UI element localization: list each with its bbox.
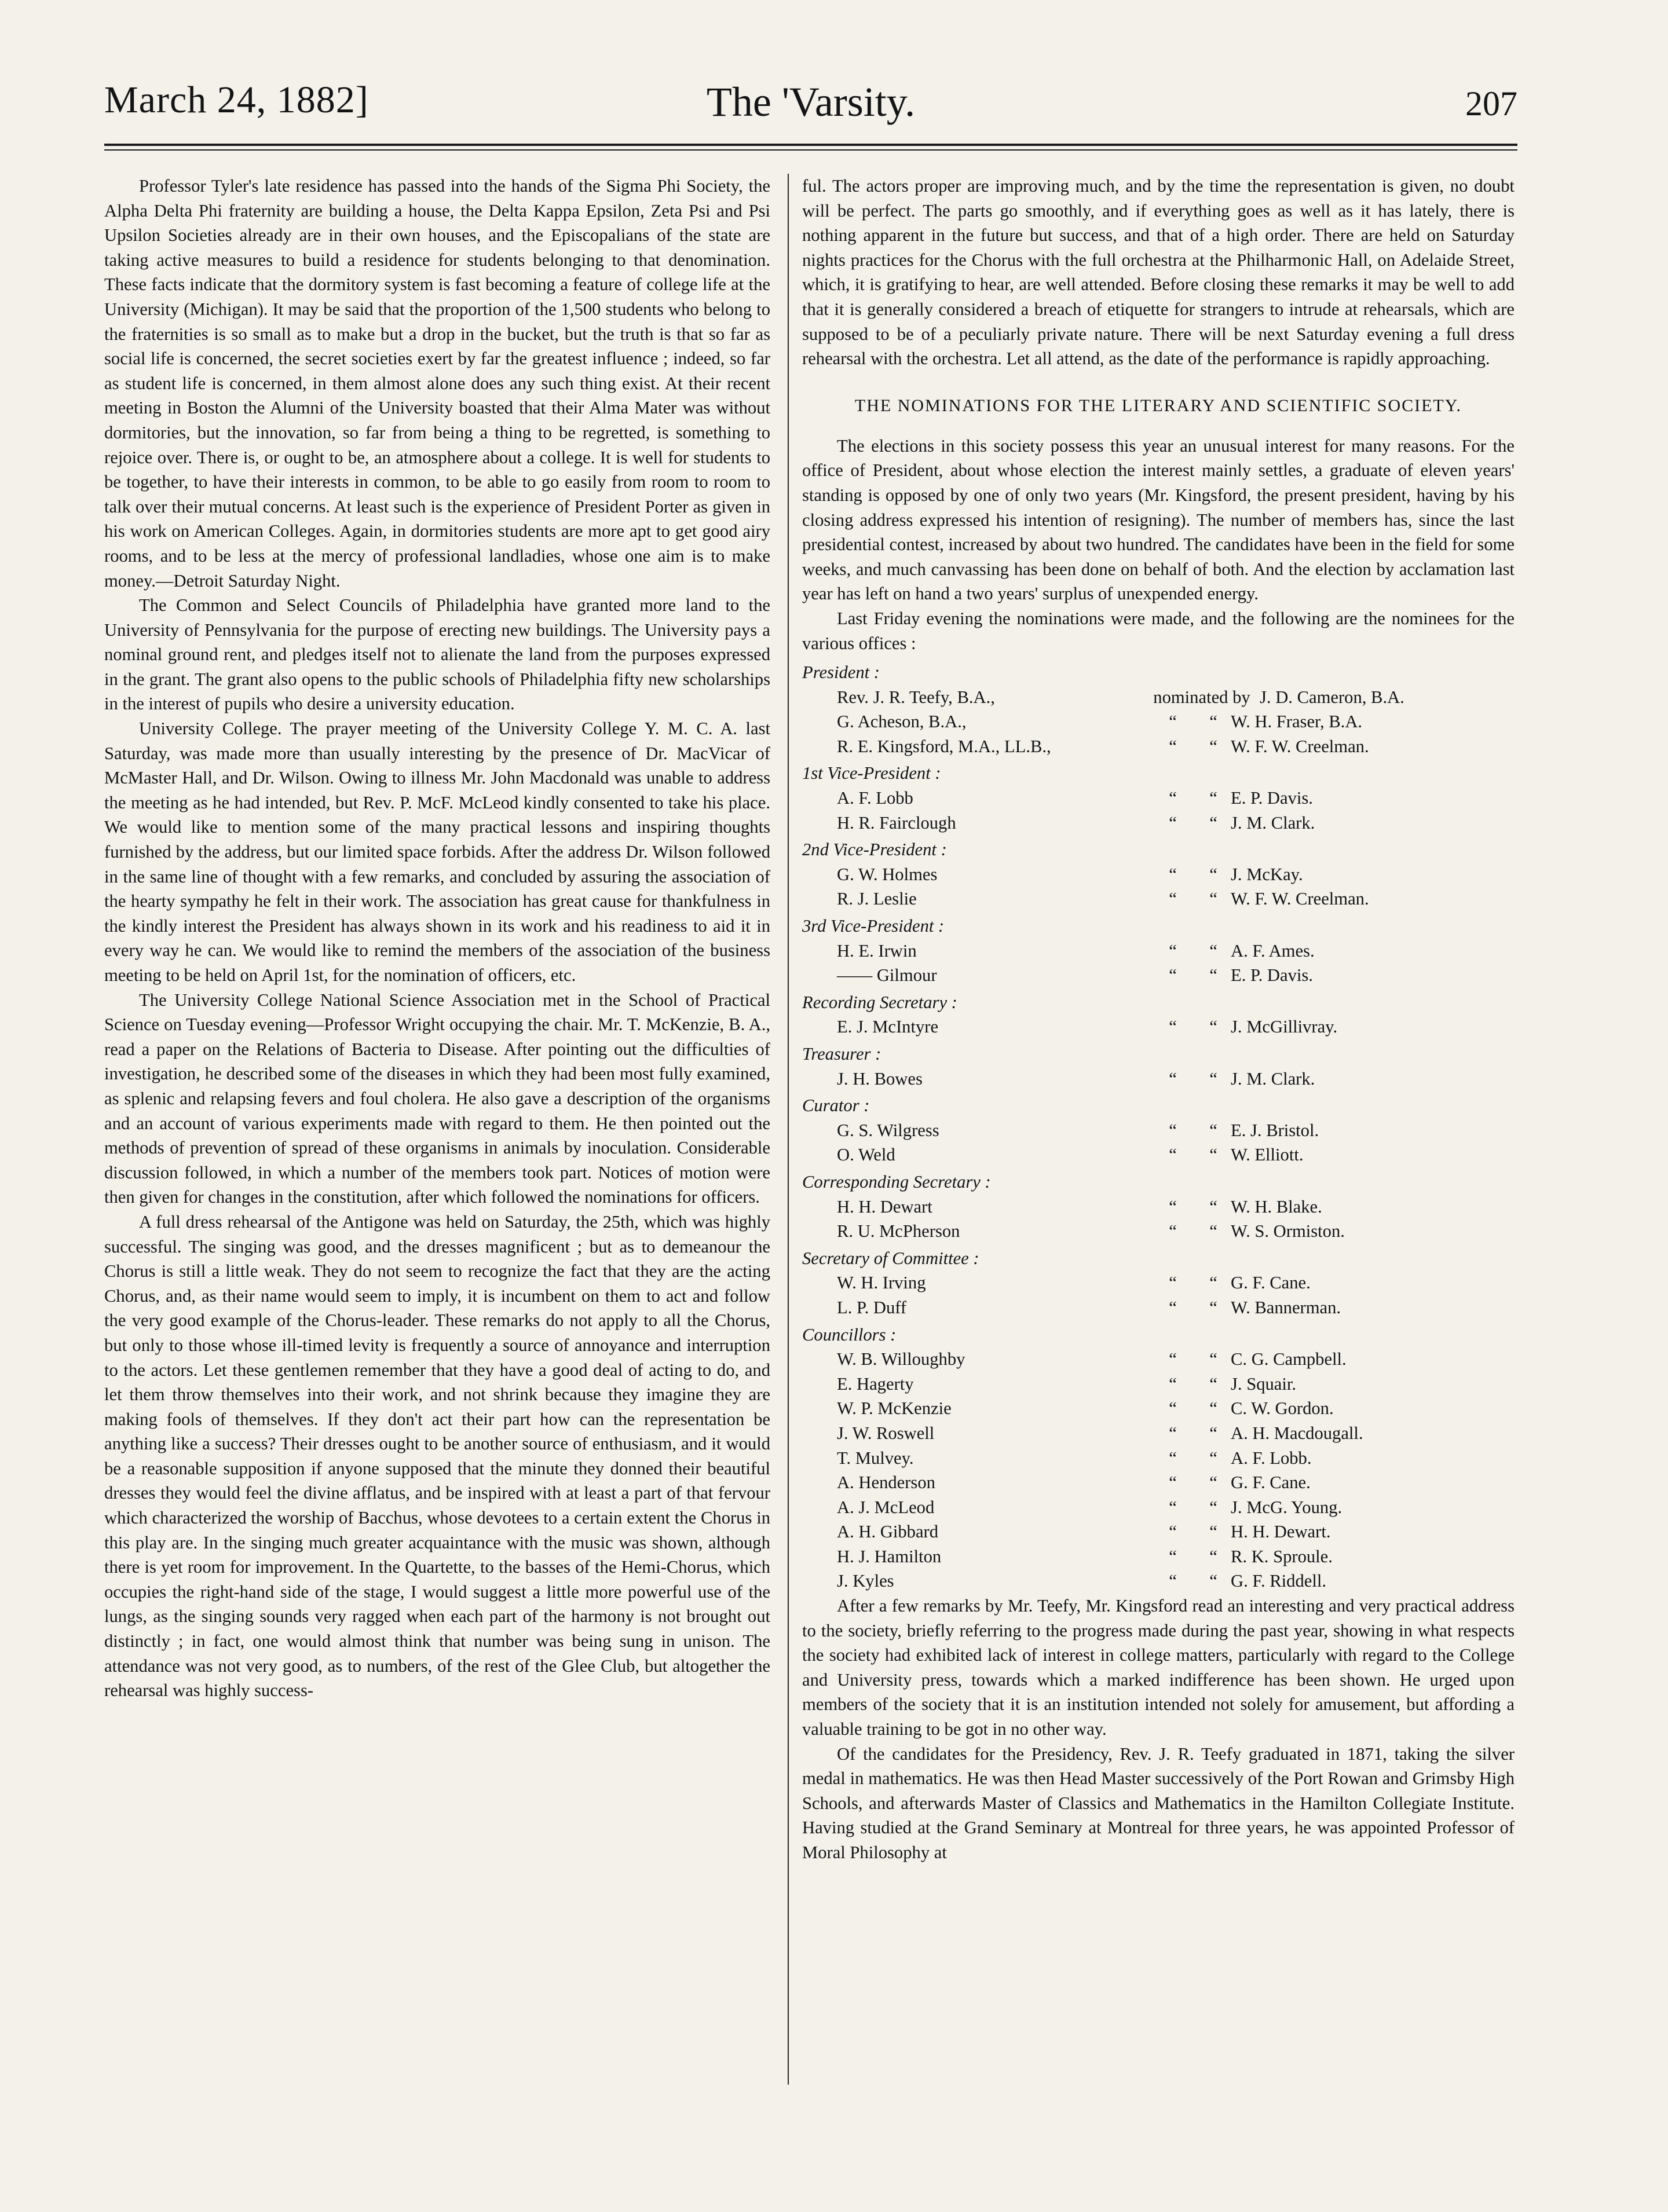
article-paragraph: After a few remarks by Mr. Teefy, Mr. Kingsford read an interesting and very practical address to the society, briefly referring to the progress made during the past year, showing in what respects the society had exhibited lack of interest in college matters, particularly with regard to the College and University press, towards which a marked indifference has been shown. He urged upon members of the society that it is an institution intended not solely for amusement, but affording a valuable training to be got in no other way. [802, 1596, 1515, 1739]
nominee-row [802, 1295, 1515, 1320]
nominee-row [802, 1347, 1515, 1372]
nominator-name: G. F. Cane. [1231, 1473, 1311, 1493]
nominator-name: C. W. Gordon. [1231, 1398, 1334, 1419]
nominee-row [802, 1470, 1515, 1495]
nominator-name: G. F. Cane. [1231, 1273, 1311, 1293]
nominee-name: J. Kyles [837, 1571, 894, 1591]
article-paragraph: The University College National Science Association met in the School of Practical Science on Tuesday evening—Professor Wright occupying the chair. Mr. T. McKenzie, B. A., read a paper on the Relations of Bacteria to Disease. After pointing out the difficulties of investigation, he described some of the diseases in which they had been most fully examined, as splenic and relapsing fevers and foul cholera. He also gave a description of the organisms and an account of various experiments made with regard to them. He then pointed out the methods of prevention of spread of these organisms in animals by inoculation. Considerable discussion followed, in which a number of the members took part. Notices of motion were then given for changes in the constitution, after which followed the nominations for officers. [104, 990, 770, 1207]
office-label: Recording Secretary : [802, 992, 957, 1012]
nominee-name: G. W. Holmes [837, 864, 938, 884]
office-label: 2nd Vice-President : [802, 840, 947, 860]
nominator-name: E. J. Bristol. [1231, 1120, 1319, 1140]
ditto-mark: “ [1209, 1423, 1217, 1443]
nominator-name: G. F. Riddell. [1231, 1571, 1326, 1591]
nominee-name: H. H. Dewart [837, 1196, 932, 1217]
ditto-mark: “ [1169, 1068, 1177, 1089]
nominator-name: A. H. Macdougall. [1231, 1423, 1363, 1443]
ditto-mark: “ [1169, 965, 1177, 986]
nominee-name: H. J. Hamilton [837, 1546, 942, 1566]
nominee-row [802, 939, 1515, 964]
issue-date: March 24, 1882] [104, 79, 369, 121]
nominee-name: A. J. McLeod [837, 1497, 935, 1517]
nominator-name: J. McKay. [1231, 864, 1303, 884]
nominee-name: R. E. Kingsford, M.A., LL.B., [837, 736, 1051, 756]
ditto-mark: “ [1209, 712, 1217, 732]
ditto-mark: “ [1169, 1297, 1177, 1317]
nominator-name: W. F. W. Creelman. [1231, 736, 1369, 756]
nominee-row [802, 862, 1515, 887]
nominee-name: E. J. McIntyre [837, 1017, 939, 1037]
ditto-mark: “ [1169, 1546, 1177, 1566]
ditto-mark: “ [1209, 1398, 1217, 1419]
nominee-row [802, 1067, 1515, 1092]
ditto-mark: “ [1209, 812, 1217, 833]
article-paragraph: The Common and Select Councils of Philadelphia have granted more land to the University of Pennsylvania for the purpose of erecting new buildings. The University pays a nominal ground rent, and pledges itself not to alienate the land from the purposes expressed in the grant. The grant also opens to the public schools of Philadelphia fifty new scholarships in the interest of pupils who desire a university education. [104, 595, 770, 714]
nominated-by-label: nominated by [1153, 687, 1250, 707]
ditto-mark: “ [1169, 1473, 1177, 1493]
ditto-mark: “ [1209, 736, 1217, 756]
nominee-name: E. Hagerty [837, 1374, 914, 1394]
nominee-row [802, 709, 1515, 734]
ditto-mark: “ [1209, 1497, 1217, 1517]
nominee-name: A. Henderson [837, 1473, 935, 1493]
office-label: Treasurer : [802, 1044, 881, 1064]
office-label: Secretary of Committee : [802, 1248, 979, 1268]
nominee-name: R. J. Leslie [837, 889, 917, 909]
nominee-row [802, 1421, 1515, 1446]
nominator-name: J. D. Cameron, B.A. [1260, 687, 1404, 707]
ditto-mark: “ [1169, 1273, 1177, 1293]
ditto-mark: “ [1209, 1120, 1217, 1140]
ditto-mark: “ [1169, 1374, 1177, 1394]
ditto-mark: “ [1209, 1196, 1217, 1217]
ditto-mark: “ [1169, 736, 1177, 756]
ditto-mark: “ [1209, 1145, 1217, 1165]
article-paragraph: Last Friday evening the nominations were made, and the following are the nominees for the various offices : [802, 608, 1515, 653]
nominee-name: H. R. Fairclough [837, 812, 956, 833]
ditto-mark: “ [1209, 1571, 1217, 1591]
ditto-mark: “ [1169, 1349, 1177, 1369]
nominee-name: A. H. Gibbard [837, 1522, 939, 1542]
ditto-mark: “ [1209, 1017, 1217, 1037]
nominator-name: W. H. Blake. [1231, 1196, 1322, 1217]
masthead-rule-thin [104, 149, 1517, 151]
office-label: 1st Vice-President : [802, 763, 941, 783]
ditto-mark: “ [1209, 1068, 1217, 1089]
ditto-mark: “ [1169, 1497, 1177, 1517]
right-column [802, 174, 1515, 1865]
publication-title: The 'Varsity. [706, 79, 916, 125]
nominee-row [802, 1544, 1515, 1569]
ditto-mark: “ [1209, 1473, 1217, 1493]
nominator-name: W. S. Ormiston. [1231, 1221, 1345, 1241]
nominee-row [802, 734, 1515, 759]
nominator-name: W. H. Fraser, B.A. [1231, 712, 1363, 732]
nominator-name: J. M. Clark. [1231, 1068, 1315, 1089]
ditto-mark: “ [1169, 712, 1177, 732]
ditto-mark: “ [1169, 940, 1177, 961]
nominee-name: H. E. Irwin [837, 940, 917, 961]
nominee-row [802, 1372, 1515, 1397]
nominee-row [802, 811, 1515, 836]
nominee-name: G. S. Wilgress [837, 1120, 939, 1140]
office-label: Curator : [802, 1096, 870, 1116]
nominee-name: L. P. Duff [837, 1297, 907, 1317]
nominee-name: W. B. Willoughby [837, 1349, 965, 1369]
ditto-mark: “ [1209, 889, 1217, 909]
ditto-mark: “ [1209, 1297, 1217, 1317]
nominee-row [802, 1118, 1515, 1143]
ditto-mark: “ [1209, 1349, 1217, 1369]
nominee-row [802, 1195, 1515, 1219]
nominee-row [802, 1270, 1515, 1295]
office-label: Councillors : [802, 1324, 897, 1345]
nominee-name: W. P. McKenzie [837, 1398, 952, 1419]
nominee-row [802, 1015, 1515, 1039]
nominee-name: T. Mulvey. [837, 1448, 914, 1468]
office-label: President : [802, 662, 880, 683]
nominee-row [802, 1446, 1515, 1471]
ditto-mark: “ [1169, 1448, 1177, 1468]
ditto-mark: “ [1169, 1017, 1177, 1037]
office-label: Corresponding Secretary : [802, 1171, 991, 1192]
nominee-name: Rev. J. R. Teefy, B.A., [837, 687, 995, 707]
nominee-row [802, 1142, 1515, 1167]
masthead-rule [104, 144, 1517, 146]
nominator-name: R. K. Sproule. [1231, 1546, 1333, 1566]
nominee-row [802, 1219, 1515, 1244]
nominee-name: J. H. Bowes [837, 1068, 923, 1089]
ditto-mark: “ [1209, 1273, 1217, 1293]
nominator-name: J. M. Clark. [1231, 812, 1315, 833]
ditto-mark: “ [1209, 1546, 1217, 1566]
nominator-name: J. Squair. [1231, 1374, 1297, 1394]
ditto-mark: “ [1169, 1196, 1177, 1217]
article-paragraph: The elections in this society possess this year an unusual interest for many reasons. For the office of President, about whose election the interest mainly settles, a graduate of eleven years' standing is opposed by one of only two years (Mr. Kingsford, the present president, having by his closing address expressed his intention of resigning). The number of members has, since the last presidential contest, increased by about two hundred. The candidates have been in the field for some weeks, and much canvassing has been done on behalf of both. And the election by acclamation last year has left on hand a two years' surplus of unexpended energy. [802, 435, 1515, 604]
nominee-name: G. Acheson, B.A., [837, 712, 967, 732]
nominator-name: A. F. Ames. [1231, 940, 1315, 961]
nominee-name: O. Weld [837, 1145, 895, 1165]
ditto-mark: “ [1209, 1522, 1217, 1542]
article-continuation: ful. The actors proper are improving much, and by the time the representation is given, no doubt will be perfect. The parts go smoothly, and if everything goes as well as it has lately, there is nothing apparent in the future but success, and that of a high order. There are held on Saturday nights practices for the Chorus with the full orchestra at the Philharmonic Hall, on Adelaide Street, which, it is gratifying to hear, are well attended. Before closing these remarks it may be well to add that it is generally considered a breach of etiquette for strangers to intrude at rehearsals, which are supposed to be of a peculiarly private nature. There will be next Saturday evening a full dress rehearsal with the orchestra. Let all attend, as the date of the performance is rapidly approaching. [802, 176, 1515, 369]
ditto-mark: “ [1169, 1145, 1177, 1165]
nominator-name: H. H. Dewart. [1231, 1522, 1331, 1542]
nominee-name: W. H. Irving [837, 1273, 926, 1293]
ditto-mark: “ [1169, 889, 1177, 909]
nominator-name: C. G. Campbell. [1231, 1349, 1347, 1369]
ditto-mark: “ [1169, 1522, 1177, 1542]
nominee-row [802, 1396, 1515, 1421]
nominee-row [802, 1569, 1515, 1594]
ditto-mark: “ [1169, 1221, 1177, 1241]
nominee-name: A. F. Lobb [837, 788, 913, 808]
nominee-row [802, 887, 1515, 911]
article-paragraph: Of the candidates for the Presidency, Rev. J. R. Teefy graduated in 1871, taking the silver medal in mathematics. He was then Head Master successively of the Port Rowan and Grimsby High Schools, and afterwards Master of Classics and Mathematics in the Hamilton Collegiate Institute. Having studied at the Grand Seminary at Montreal for three years, he was appointed Professor of Moral Philosophy at [802, 1744, 1515, 1862]
ditto-mark: “ [1209, 1448, 1217, 1468]
nominee-row [802, 1495, 1515, 1520]
page-number: 207 [1465, 85, 1517, 123]
ditto-mark: “ [1169, 1423, 1177, 1443]
nominee-name: —— Gilmour [837, 965, 937, 986]
nominee-name: R. U. McPherson [837, 1221, 960, 1241]
nominator-name: W. Bannerman. [1231, 1297, 1341, 1317]
ditto-mark: “ [1169, 812, 1177, 833]
nominator-name: W. Elliott. [1231, 1145, 1304, 1165]
ditto-mark: “ [1209, 864, 1217, 884]
ditto-mark: “ [1169, 864, 1177, 884]
ditto-mark: “ [1209, 788, 1217, 808]
masthead [104, 78, 1517, 142]
ditto-mark: “ [1209, 940, 1217, 961]
section-title: THE NOMINATIONS FOR THE LITERARY AND SCIENTIFIC SOCIETY. [854, 395, 1462, 415]
nominee-name: J. W. Roswell [837, 1423, 935, 1443]
nominee-row [802, 786, 1515, 811]
office-label: 3rd Vice-President : [802, 916, 945, 936]
ditto-mark: “ [1169, 788, 1177, 808]
ditto-mark: “ [1209, 1221, 1217, 1241]
nominee-row [802, 685, 1515, 710]
ditto-mark: “ [1169, 1120, 1177, 1140]
ditto-mark: “ [1209, 1374, 1217, 1394]
article-paragraph: University College. The prayer meeting of the University College Y. M. C. A. last Saturday, was made more than usually interesting by the presence of Dr. MacVicar of McMaster Hall, and Dr. Wilson. Owing to illness Mr. John Macdonald was unable to address the meeting as he had intended, but Rev. P. McF. McLeod kindly consented to take his place. We would like to mention some of the many practical lessons and inspiring thoughts furnished by the address, but our limited space forbids. After the address Dr. Wilson followed in the same line of thought with a few remarks, and concluded by assuring the association of the hearty sympathy he felt in their work. The association has great cause for thankfulness in the kindly interest the President has always shown in its work and his readiness to aid it in every way he can. We would like to remind the members of the association of the business meeting to be held on April 1st, for the nomination of officers, etc. [104, 719, 770, 985]
nominator-name: J. McGillivray. [1231, 1017, 1338, 1037]
nominator-name: J. McG. Young. [1231, 1497, 1343, 1517]
ditto-mark: “ [1209, 965, 1217, 986]
nominator-name: E. P. Davis. [1231, 788, 1313, 808]
ditto-mark: “ [1169, 1398, 1177, 1419]
nominee-row [802, 963, 1515, 988]
article-paragraph: A full dress rehearsal of the Antigone was held on Saturday, the 25th, which was highly successful. The singing was good, and the dresses magnificent ; but as to demeanour the Chorus is still a little weak. They do not seem to recognize the fact that they are the acting Chorus, and, as their name would seem to imply, it is incumbent on them to act and follow the very good example of the Chorus-leader. These remarks do not apply to all the Chorus, but only to those whose ill-timed levity is frequently a source of annoyance and interruption to the actors. Let these gentlemen remember that they have a good deal of acting to do, and let them throw themselves into their work, and not shrink because they imagine they are making fools of themselves. If they don't act their part how can the representation be anything like a success? Their dresses ought to be another source of enthusiasm, and it would be a reasonable supposition if anyone supposed that the minute they donned their beautiful dresses they would feel the divine afflatus, and be inspired with at least a part of that fervour which characterized the worship of Bacchus, whose devotees to a certain extent the Chorus in this play are. In the singing much greater acquaintance with the music was shown, although there is yet room for improvement. In the Quartette, to the basses of the Hemi-Chorus, which occupies the right-hand side of the stage, I would suggest a little more powerful use of the lungs, as the singing sounds very ragged when each part of the harmony is not brought out distinctly ; in fact, one would almost think that number was being sung in unison. The attendance was not very good, as to numbers, of the rest of the Glee Club, but altogether the rehearsal was highly success- [104, 1211, 770, 1701]
nominator-name: A. F. Lobb. [1231, 1448, 1312, 1468]
column-divider [788, 174, 789, 2085]
left-column [104, 174, 770, 1703]
nominations-list [802, 660, 1515, 1594]
nominator-name: E. P. Davis. [1231, 965, 1313, 986]
nominator-name: W. F. W. Creelman. [1231, 889, 1369, 909]
ditto-mark: “ [1169, 1571, 1177, 1591]
nominee-row [802, 1519, 1515, 1544]
article-paragraph: Professor Tyler's late residence has passed into the hands of the Sigma Phi Society, the Alpha Delta Phi fraternity are building a house, the Delta Kappa Epsilon, Zeta Psi and Psi Upsilon Societies already are in their own houses, and the Episcopalians of the state are taking active measures to build a residence for students belonging to that denomination. These facts indicate that the dormitory system is fast becoming a feature of college life at the University (Michigan). It may be said that the proportion of the 1,500 students who belong to the fraternities is so small as to make but a drop in the bucket, but the truth is that so far as social life is concerned, the secret societies exert by far the greatest influence ; indeed, so far as student life is concerned, in them almost alone does any such thing exist. At their recent meeting in Boston the Alumni of the University boasted that their Alma Mater was without dormitories, but the innovation, so far from being a thing to be regretted, is something to rejoice over. There is, or ought to be, an atmosphere about a college. It is well for students to be together, to have their interests in common, to be able to go easily from room to room to talk over their mutual concerns. At least such is the experience of President Porter as given in his work on American Colleges. Again, in dormitories students are more apt to get good airy rooms, and to be less at the mercy of professional landladies, whose one aim is to make money.—Detroit Saturday Night. [104, 176, 770, 591]
